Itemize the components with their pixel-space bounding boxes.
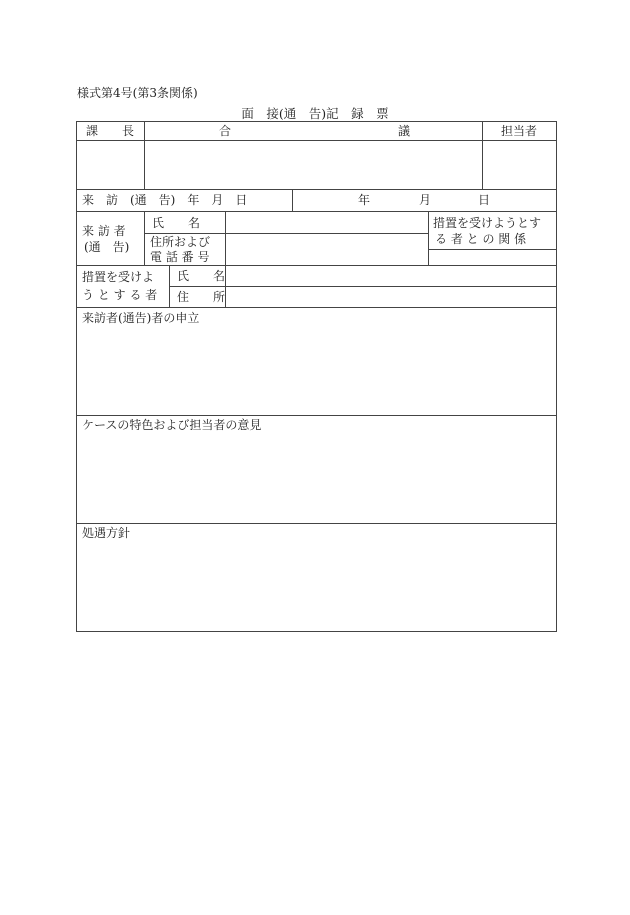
person-in-charge-label: 担当者 [500, 124, 537, 138]
visitor-address-label-line1: 住所および [150, 235, 211, 249]
col-subject-label-divider [169, 265, 170, 308]
relation-label-line2: る 者 と の 関 係 [435, 232, 527, 246]
opinion-section-label: ケースの特色および担当者の意見 [82, 418, 262, 432]
subject-label-line2: う と す る 者 [82, 288, 158, 302]
table-border-bottom [76, 631, 557, 632]
visitor-address-phone-field[interactable] [226, 234, 428, 265]
relation-field[interactable] [429, 250, 556, 265]
consultation-label-2: 議 [398, 124, 411, 138]
visit-day-label: 日 [478, 193, 491, 207]
visitor-label-line1: 来 訪 者 [82, 224, 126, 238]
section-chief-stamp-box[interactable] [77, 141, 144, 189]
section-chief-label: 課 長 [85, 124, 134, 138]
visitor-name-label: 氏 名 [152, 216, 201, 230]
subject-address-field[interactable] [226, 287, 556, 307]
rule-subject-bottom [76, 307, 557, 308]
visit-date-field[interactable] [293, 190, 556, 211]
statement-section-label: 来訪者(通告)者の申立 [82, 311, 200, 325]
consultation-label: 合 [219, 124, 232, 138]
form-number: 様式第4号(第3条関係) [77, 86, 198, 100]
visit-date-label: 来 訪 (通 告) 年 月 日 [82, 193, 248, 207]
policy-field[interactable] [77, 542, 556, 631]
relation-label-line1: 措置を受けようとす [433, 216, 542, 230]
statement-field[interactable] [77, 326, 556, 415]
subject-name-label: 氏 名 [177, 269, 226, 283]
visitor-address-label-line2: 電 話 番 号 [150, 250, 210, 264]
table-border-right [556, 121, 557, 632]
visitor-name-field[interactable] [226, 212, 428, 233]
person-in-charge-stamp-box[interactable] [483, 141, 556, 189]
table-border-top [76, 121, 557, 122]
visit-month-label: 月 [419, 193, 432, 207]
rule-opinion-bottom [76, 523, 557, 524]
form-title: 面 接(通 告)記 録 票 [241, 106, 389, 121]
subject-address-label: 住 所 [177, 290, 226, 304]
policy-section-label: 処遇方針 [82, 526, 131, 540]
subject-label-line1: 措置を受けよ [82, 270, 155, 284]
rule-statement-bottom [76, 415, 557, 416]
subject-name-field[interactable] [226, 266, 556, 286]
visit-year-label: 年 [358, 193, 371, 207]
consultation-stamp-box[interactable] [145, 141, 482, 189]
opinion-field[interactable] [77, 434, 556, 523]
col-visitor-label-divider [144, 211, 145, 266]
visitor-label-line2: (通 告) [84, 240, 130, 254]
